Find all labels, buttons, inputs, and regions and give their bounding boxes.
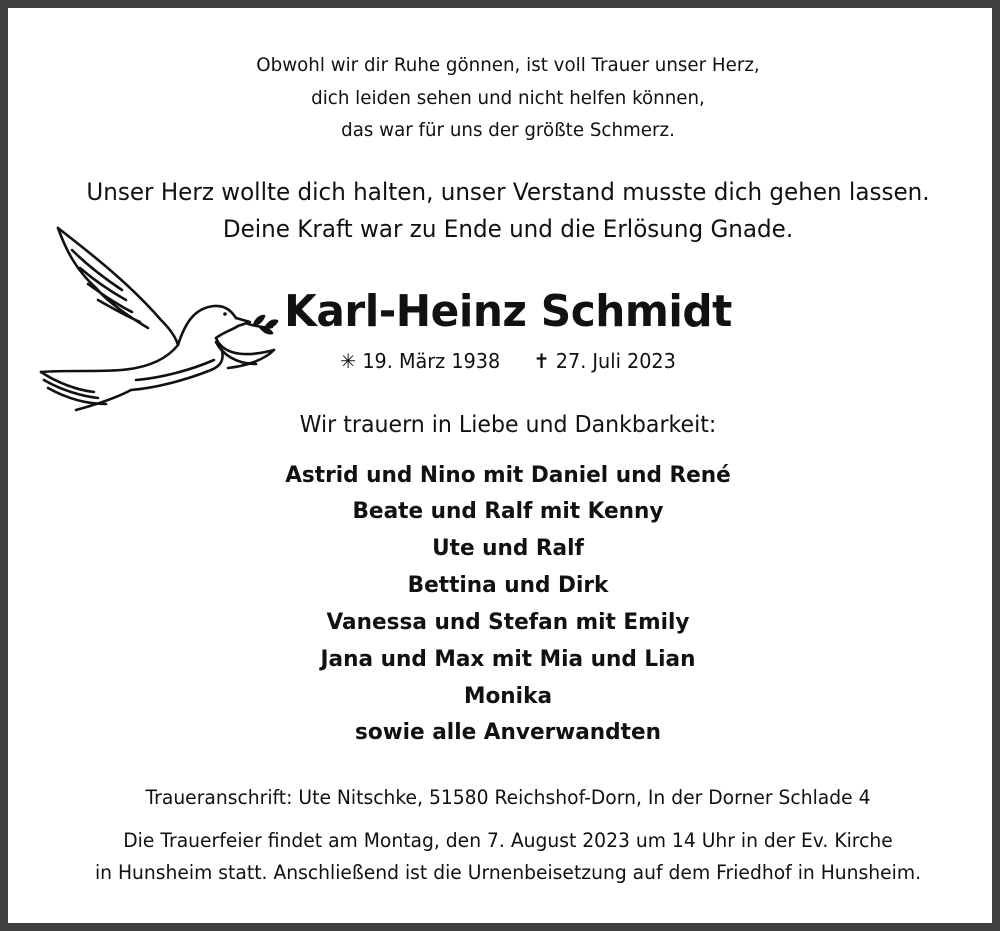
birth-date: 19. März 1938 xyxy=(362,349,501,373)
family-line: Bettina und Dirk xyxy=(407,572,609,598)
birth-star-icon: ✳ xyxy=(340,349,357,373)
death-date: 27. Juli 2023 xyxy=(555,349,676,373)
life-dates xyxy=(28,349,988,373)
funeral-info-line-1: Die Trauerfeier findet am Montag, den 7. August 2023 um 14 Uhr in der Ev. Kirche xyxy=(123,829,893,852)
quote-line-2: Deine Kraft war zu Ende und die Erlösung Gnade. xyxy=(222,215,794,243)
mourning-line: Wir trauern in Liebe und Dankbarkeit: xyxy=(299,412,717,438)
deceased-name: Karl-Heinz Schmidt xyxy=(284,286,732,337)
family-line: Vanessa und Stefan mit Emily xyxy=(326,609,690,635)
poem-line-1: Obwohl wir dir Ruhe gönnen, ist voll Trauer unser Herz, xyxy=(256,54,760,76)
quote-line-1: Unser Herz wollte dich halten, unser Verstand musste dich gehen lassen. xyxy=(86,178,930,206)
family-line: Jana und Max mit Mia und Lian xyxy=(320,646,696,672)
family-line: Astrid und Nino mit Daniel und René xyxy=(285,462,731,488)
family-line: Monika xyxy=(463,683,553,709)
family-line: sowie alle Anverwandten xyxy=(355,719,661,745)
family-line: Beate und Ralf mit Kenny xyxy=(352,498,664,524)
cross-icon: ✝ xyxy=(533,349,550,373)
mourning-address: Traueranschrift: Ute Nitschke, 51580 Reichshof-Dorn, In der Dorner Schlade 4 xyxy=(145,786,871,809)
poem-line-2: dich leiden sehen und nicht helfen können, xyxy=(311,87,705,109)
family-line: Ute und Ralf xyxy=(432,535,584,561)
poem-line-3: das war für uns der größte Schmerz. xyxy=(341,119,675,141)
funeral-info-line-2: in Hunsheim statt. Anschließend ist die Urnenbeisetzung auf dem Friedhof in Hunsheim. xyxy=(94,861,922,884)
